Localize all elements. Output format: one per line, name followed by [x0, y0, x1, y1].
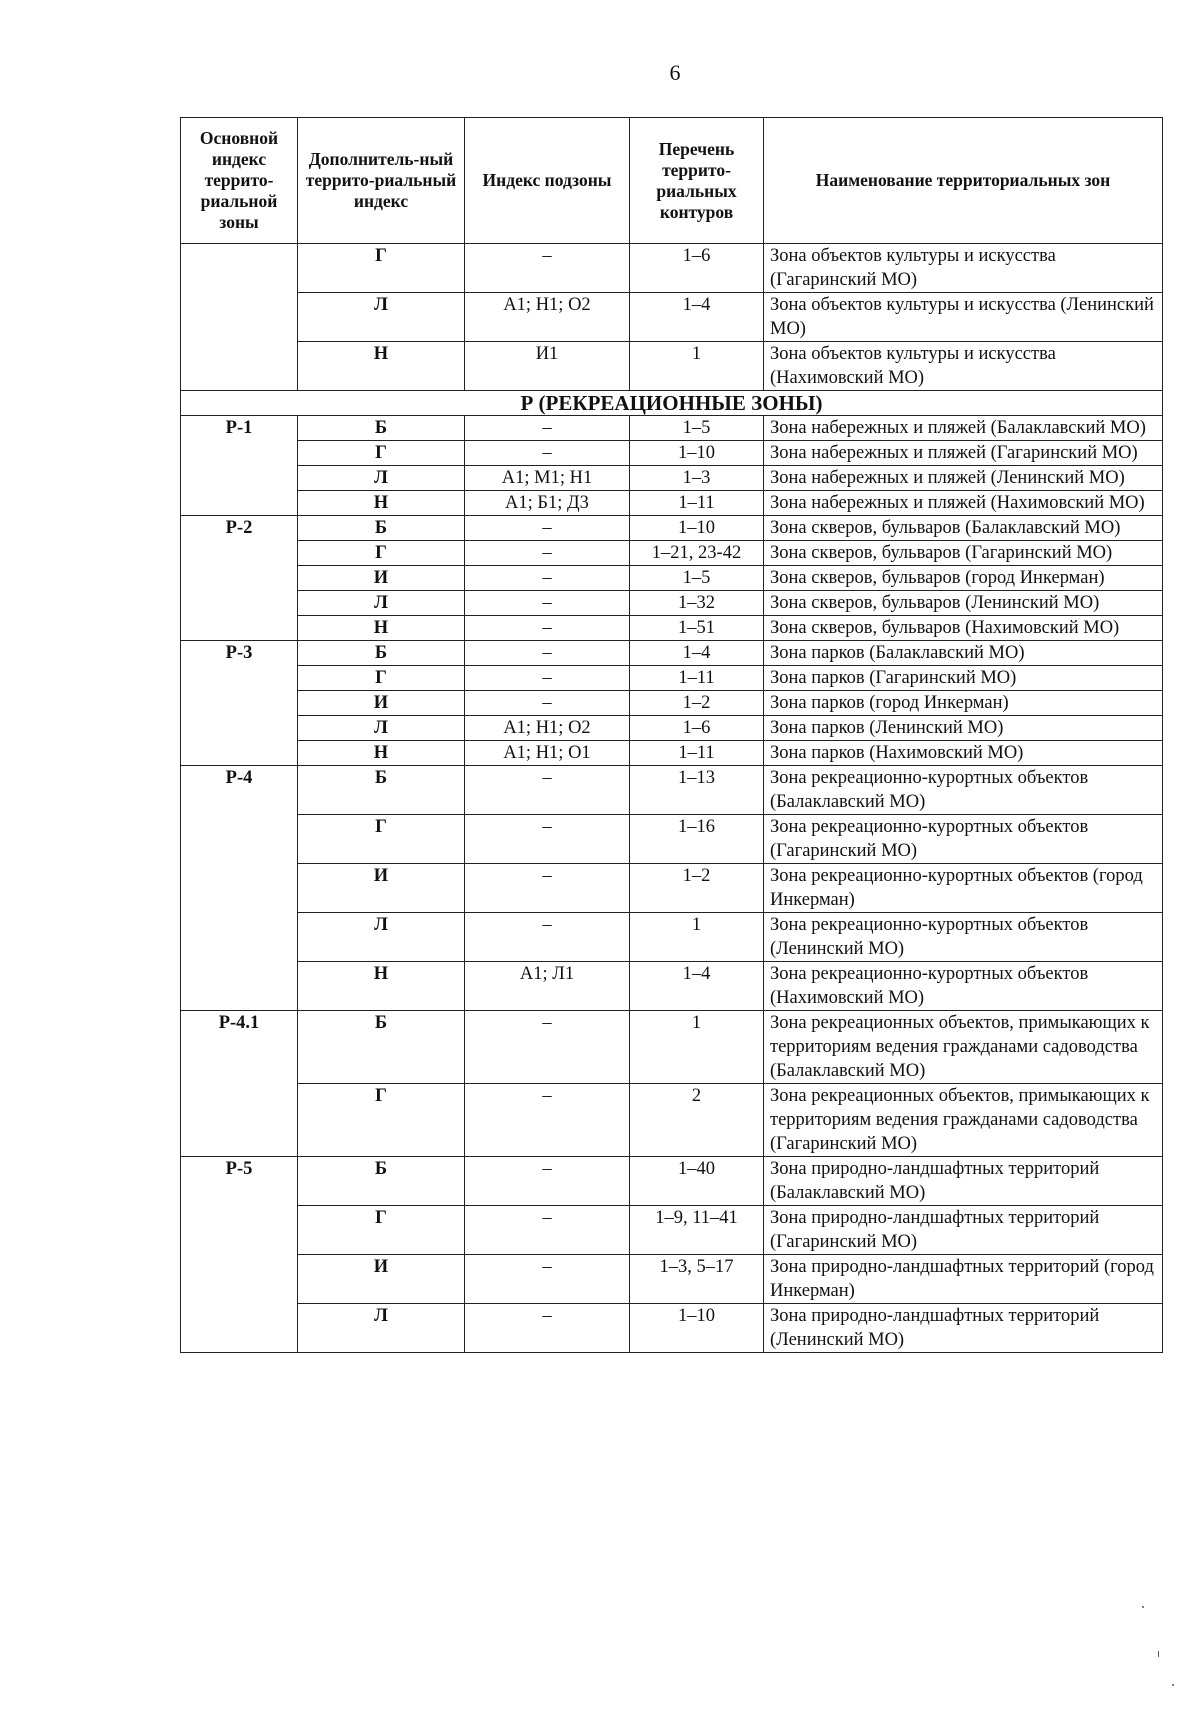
- contours-cell: 1–40: [630, 1157, 764, 1206]
- table-row: [181, 666, 1163, 691]
- subzone-index-cell: –: [465, 516, 630, 541]
- zone-name-cell: Зона набережных и пляжей (Ленинский МО): [764, 466, 1163, 491]
- subzone-index-cell: –: [465, 815, 630, 864]
- additional-index-cell: Н: [298, 741, 465, 766]
- table-row: [181, 1206, 1163, 1255]
- additional-index-cell: И: [298, 566, 465, 591]
- zone-name-cell: Зона набережных и пляжей (Гагаринский МО): [764, 441, 1163, 466]
- zone-name-cell: Зона рекреационно-курортных объектов (город Инкерман): [764, 864, 1163, 913]
- table-row: [181, 516, 1163, 541]
- contours-cell: 1–11: [630, 741, 764, 766]
- subzone-index-cell: –: [465, 541, 630, 566]
- additional-index-cell: Г: [298, 441, 465, 466]
- table-row: [181, 716, 1163, 741]
- additional-index-cell: Б: [298, 1157, 465, 1206]
- zone-name-cell: Зона парков (город Инкерман): [764, 691, 1163, 716]
- header-main-index: Основной индекс террито-риальной зоны: [181, 118, 298, 244]
- additional-index-cell: Б: [298, 1011, 465, 1084]
- subzone-index-cell: А1; Н1; О2: [465, 716, 630, 741]
- subzone-index-cell: И1: [465, 342, 630, 391]
- zone-name-cell: Зона объектов культуры и искусства (Нахимовский МО): [764, 342, 1163, 391]
- zone-name-cell: Зона рекреационно-курортных объектов (Ленинский МО): [764, 913, 1163, 962]
- contours-cell: 1–4: [630, 641, 764, 666]
- zone-name-cell: Зона парков (Гагаринский МО): [764, 666, 1163, 691]
- zone-name-cell: Зона скверов, бульваров (Нахимовский МО): [764, 616, 1163, 641]
- additional-index-cell: Н: [298, 491, 465, 516]
- additional-index-cell: Н: [298, 342, 465, 391]
- additional-index-cell: Г: [298, 1206, 465, 1255]
- zone-name-cell: Зона парков (Ленинский МО): [764, 716, 1163, 741]
- table-header-row: [181, 118, 1163, 244]
- header-contours-list: Перечень террито-риальных контуров: [630, 118, 764, 244]
- zone-name-cell: Зона природно-ландшафтных территорий (город Инкерман): [764, 1255, 1163, 1304]
- subzone-index-cell: –: [465, 641, 630, 666]
- additional-index-cell: Н: [298, 962, 465, 1011]
- table-row: [181, 913, 1163, 962]
- main-index-cell: Р-4.1: [181, 1011, 298, 1157]
- table-row: [181, 741, 1163, 766]
- contours-cell: 1–6: [630, 716, 764, 741]
- table-row: [181, 466, 1163, 491]
- scan-speck: [1158, 1651, 1159, 1657]
- table-row: [181, 691, 1163, 716]
- table-row: [181, 541, 1163, 566]
- contours-cell: 1–3, 5–17: [630, 1255, 764, 1304]
- additional-index-cell: Н: [298, 616, 465, 641]
- subzone-index-cell: А1; М1; Н1: [465, 466, 630, 491]
- main-index-cell: [181, 244, 298, 391]
- zone-name-cell: Зона рекреационно-курортных объектов (Балаклавский МО): [764, 766, 1163, 815]
- contours-cell: 1–4: [630, 293, 764, 342]
- additional-index-cell: Л: [298, 716, 465, 741]
- header-zone-name: Наименование территориальных зон: [764, 118, 1163, 244]
- additional-index-cell: Б: [298, 516, 465, 541]
- subzone-index-cell: –: [465, 913, 630, 962]
- zone-name-cell: Зона объектов культуры и искусства (Ленинский МО): [764, 293, 1163, 342]
- subzone-index-cell: –: [465, 1255, 630, 1304]
- table-row: [181, 1011, 1163, 1084]
- additional-index-cell: Б: [298, 641, 465, 666]
- header-subzone-index: Индекс подзоны: [465, 118, 630, 244]
- zone-name-cell: Зона природно-ландшафтных территорий (Ленинский МО): [764, 1304, 1163, 1353]
- contours-cell: 1–11: [630, 666, 764, 691]
- section-row: [181, 391, 1163, 416]
- additional-index-cell: И: [298, 864, 465, 913]
- zone-name-cell: Зона рекреационно-курортных объектов (Гагаринский МО): [764, 815, 1163, 864]
- scan-speck: [1172, 1684, 1174, 1686]
- zone-name-cell: Зона набережных и пляжей (Балаклавский МО): [764, 416, 1163, 441]
- contours-cell: 1–9, 11–41: [630, 1206, 764, 1255]
- additional-index-cell: Б: [298, 766, 465, 815]
- main-index-cell: Р-4: [181, 766, 298, 1011]
- contours-cell: 1–2: [630, 691, 764, 716]
- contours-cell: 1–13: [630, 766, 764, 815]
- subzone-index-cell: –: [465, 244, 630, 293]
- table-row: [181, 815, 1163, 864]
- header-additional-index: Дополнитель-ный террито-риальный индекс: [298, 118, 465, 244]
- zone-name-cell: Зона рекреационных объектов, примыкающих к территориям ведения гражданами садоводства (Балаклавский МО): [764, 1011, 1163, 1084]
- table-row: [181, 441, 1163, 466]
- zone-name-cell: Зона скверов, бульваров (Ленинский МО): [764, 591, 1163, 616]
- subzone-index-cell: А1; Н1; О2: [465, 293, 630, 342]
- contours-cell: 1–2: [630, 864, 764, 913]
- contours-cell: 1–5: [630, 566, 764, 591]
- subzone-index-cell: –: [465, 864, 630, 913]
- table-row: [181, 1255, 1163, 1304]
- subzone-index-cell: –: [465, 1304, 630, 1353]
- subzone-index-cell: –: [465, 566, 630, 591]
- contours-cell: 1–51: [630, 616, 764, 641]
- subzone-index-cell: –: [465, 666, 630, 691]
- table-row: [181, 641, 1163, 666]
- table-row: [181, 1304, 1163, 1353]
- scan-speck: [1142, 1606, 1144, 1608]
- contours-cell: 1–21, 23-42: [630, 541, 764, 566]
- main-index-cell: Р-3: [181, 641, 298, 766]
- zone-name-cell: Зона природно-ландшафтных территорий (Балаклавский МО): [764, 1157, 1163, 1206]
- additional-index-cell: И: [298, 691, 465, 716]
- additional-index-cell: Л: [298, 1304, 465, 1353]
- main-index-cell: Р-2: [181, 516, 298, 641]
- additional-index-cell: Л: [298, 466, 465, 491]
- subzone-index-cell: –: [465, 766, 630, 815]
- subzone-index-cell: А1; Н1; О1: [465, 741, 630, 766]
- subzone-index-cell: –: [465, 1206, 630, 1255]
- main-index-cell: Р-5: [181, 1157, 298, 1353]
- additional-index-cell: И: [298, 1255, 465, 1304]
- table-row: [181, 244, 1163, 293]
- additional-index-cell: Л: [298, 913, 465, 962]
- additional-index-cell: Г: [298, 244, 465, 293]
- additional-index-cell: Л: [298, 293, 465, 342]
- subzone-index-cell: –: [465, 1011, 630, 1084]
- subzone-index-cell: –: [465, 691, 630, 716]
- contours-cell: 1–10: [630, 1304, 764, 1353]
- subzone-index-cell: –: [465, 616, 630, 641]
- contours-cell: 1–16: [630, 815, 764, 864]
- contours-cell: 2: [630, 1084, 764, 1157]
- contours-cell: 1–3: [630, 466, 764, 491]
- additional-index-cell: Г: [298, 666, 465, 691]
- table-row: [181, 864, 1163, 913]
- contours-cell: 1: [630, 342, 764, 391]
- table-row: [181, 416, 1163, 441]
- additional-index-cell: Г: [298, 541, 465, 566]
- table-row: [181, 1157, 1163, 1206]
- subzone-index-cell: –: [465, 591, 630, 616]
- section-title: Р (РЕКРЕАЦИОННЫЕ ЗОНЫ): [181, 391, 1163, 416]
- table-row: [181, 491, 1163, 516]
- zone-name-cell: Зона рекреационно-курортных объектов (Нахимовский МО): [764, 962, 1163, 1011]
- contours-cell: 1–10: [630, 516, 764, 541]
- zone-name-cell: Зона рекреационных объектов, примыкающих к территориям ведения гражданами садоводства (Гагаринский МО): [764, 1084, 1163, 1157]
- territorial-zones-table: [180, 117, 1163, 1353]
- zone-name-cell: Зона парков (Нахимовский МО): [764, 741, 1163, 766]
- table-row: [181, 293, 1163, 342]
- subzone-index-cell: А1; Б1; Д3: [465, 491, 630, 516]
- additional-index-cell: Г: [298, 815, 465, 864]
- additional-index-cell: Г: [298, 1084, 465, 1157]
- additional-index-cell: Л: [298, 591, 465, 616]
- table-row: [181, 1084, 1163, 1157]
- contours-cell: 1–5: [630, 416, 764, 441]
- zone-name-cell: Зона природно-ландшафтных территорий (Гагаринский МО): [764, 1206, 1163, 1255]
- zone-name-cell: Зона скверов, бульваров (город Инкерман): [764, 566, 1163, 591]
- table-row: [181, 342, 1163, 391]
- contours-cell: 1: [630, 913, 764, 962]
- table-row: [181, 766, 1163, 815]
- subzone-index-cell: –: [465, 1157, 630, 1206]
- zone-name-cell: Зона объектов культуры и искусства (Гагаринский МО): [764, 244, 1163, 293]
- table-row: [181, 591, 1163, 616]
- table-row: [181, 616, 1163, 641]
- table-body: [181, 244, 1163, 1353]
- contours-cell: 1–32: [630, 591, 764, 616]
- zone-name-cell: Зона парков (Балаклавский МО): [764, 641, 1163, 666]
- zone-name-cell: Зона скверов, бульваров (Гагаринский МО): [764, 541, 1163, 566]
- additional-index-cell: Б: [298, 416, 465, 441]
- subzone-index-cell: –: [465, 416, 630, 441]
- zone-name-cell: Зона набережных и пляжей (Нахимовский МО): [764, 491, 1163, 516]
- subzone-index-cell: –: [465, 441, 630, 466]
- contours-cell: 1–6: [630, 244, 764, 293]
- contours-cell: 1–11: [630, 491, 764, 516]
- contours-cell: 1–10: [630, 441, 764, 466]
- table-row: [181, 962, 1163, 1011]
- contours-cell: 1: [630, 1011, 764, 1084]
- zone-name-cell: Зона скверов, бульваров (Балаклавский МО): [764, 516, 1163, 541]
- main-index-cell: Р-1: [181, 416, 298, 516]
- page-number: 6: [669, 60, 681, 85]
- table-row: [181, 566, 1163, 591]
- subzone-index-cell: –: [465, 1084, 630, 1157]
- contours-cell: 1–4: [630, 962, 764, 1011]
- subzone-index-cell: А1; Л1: [465, 962, 630, 1011]
